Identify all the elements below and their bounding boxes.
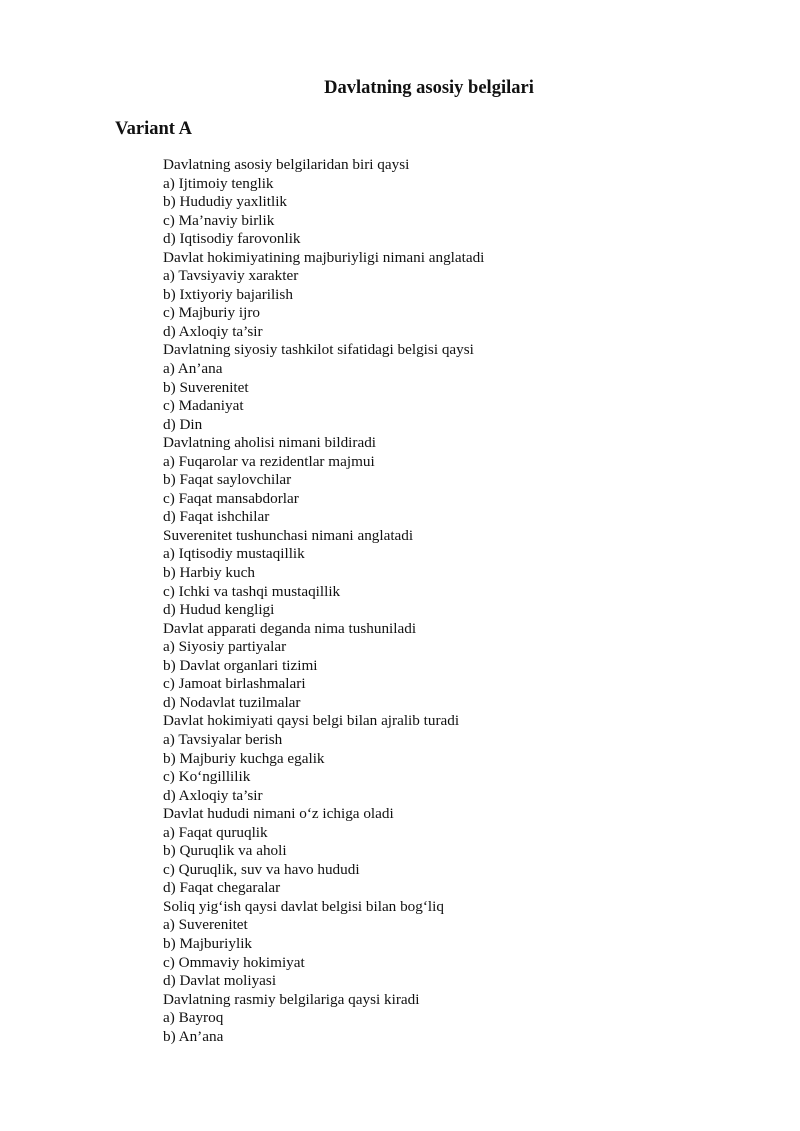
answer-option: d) Davlat moliyasi: [163, 972, 277, 990]
answer-option: d) Faqat chegaralar: [163, 879, 281, 897]
question-item: [0, 712, 484, 805]
answer-option: a) Siyosiy partiyalar: [163, 638, 287, 656]
question-item: [0, 156, 484, 249]
question-text: Davlat hokimiyatining majburiyligi nimani anglatadi: [163, 248, 485, 266]
question-text: Davlatning rasmiy belgilariga qaysi kiradi: [163, 990, 420, 1008]
answer-option: d) Axloqiy ta’sir: [163, 786, 263, 804]
answer-option: a) Bayroq: [163, 1009, 224, 1027]
answer-option: b) Hududiy yaxlitlik: [163, 193, 288, 211]
question-item: [0, 805, 484, 898]
variant-heading: Variant A: [115, 119, 192, 139]
question-text: Davlat apparati deganda nima tushuniladi: [163, 619, 417, 637]
answer-option: a) Faqat quruqlik: [163, 823, 268, 841]
answer-option: a) Tavsiyalar berish: [163, 730, 283, 748]
answer-option: d) Nodavlat tuzilmalar: [163, 693, 301, 711]
answer-option: d) Hudud kengligi: [163, 601, 275, 619]
question-item: [0, 341, 484, 434]
answer-option: c) Ma’naviy birlik: [163, 211, 275, 229]
question-text: Davlatning siyosiy tashkilot sifatidagi belgisi qaysi: [163, 341, 474, 359]
answer-option: b) Majburiy kuchga egalik: [163, 749, 325, 767]
answer-option: b) An’ana: [163, 1027, 224, 1045]
answer-option: b) Majburiylik: [163, 934, 253, 952]
question-item: [0, 527, 484, 620]
question-text: Suverenitet tushunchasi nimani anglatadi: [163, 526, 414, 544]
answer-option: b) Davlat organlari tizimi: [163, 656, 318, 674]
answer-option: b) Ixtiyoriy bajarilish: [163, 285, 293, 303]
question-item: [0, 991, 484, 1047]
answer-option: d) Iqtisodiy farovonlik: [163, 230, 301, 248]
answer-option: d) Faqat ishchilar: [163, 508, 270, 526]
question-item: [0, 898, 484, 991]
answer-option: b) Quruqlik va aholi: [163, 842, 287, 860]
question-text: Davlatning asosiy belgilaridan biri qaysi: [163, 156, 410, 173]
answer-option: c) Faqat mansabdorlar: [163, 489, 299, 507]
question-text: Soliq yig‘ish qaysi davlat belgisi bilan bog‘liq: [163, 897, 444, 915]
question-list: [0, 156, 484, 1046]
answer-option: c) Ko‘ngillilik: [163, 768, 251, 786]
answer-option: b) Faqat saylovchilar: [163, 471, 292, 489]
answer-option: a) Ijtimoiy tenglik: [163, 174, 274, 192]
answer-option: a) An’ana: [163, 360, 223, 378]
answer-option: d) Din: [163, 415, 203, 433]
question-text: Davlat hududi nimani o‘z ichiga oladi: [163, 805, 394, 823]
answer-option: c) Madaniyat: [163, 397, 244, 415]
question-text: Davlatning aholisi nimani bildiradi: [163, 434, 377, 452]
answer-option: c) Jamoat birlashmalari: [163, 675, 306, 693]
answer-option: c) Quruqlik, suv va havo hududi: [163, 860, 360, 878]
question-item: [0, 249, 484, 342]
answer-option: a) Tavsiyaviy xarakter: [163, 267, 299, 285]
answer-option: d) Axloqiy ta’sir: [163, 322, 263, 340]
document-title: Davlatning asosiy belgilari: [324, 78, 534, 98]
answer-option: a) Fuqarolar va rezidentlar majmui: [163, 452, 375, 470]
answer-option: a) Iqtisodiy mustaqillik: [163, 545, 305, 563]
answer-option: c) Ichki va tashqi mustaqillik: [163, 582, 341, 600]
question-item: [0, 620, 484, 713]
answer-option: c) Majburiy ijro: [163, 304, 261, 322]
question-text: Davlat hokimiyati qaysi belgi bilan ajralib turadi: [163, 712, 460, 730]
answer-option: b) Suverenitet: [163, 378, 249, 396]
answer-option: b) Harbiy kuch: [163, 564, 255, 582]
answer-option: c) Ommaviy hokimiyat: [163, 953, 305, 971]
question-item: [0, 434, 484, 527]
answer-option: a) Suverenitet: [163, 916, 248, 934]
